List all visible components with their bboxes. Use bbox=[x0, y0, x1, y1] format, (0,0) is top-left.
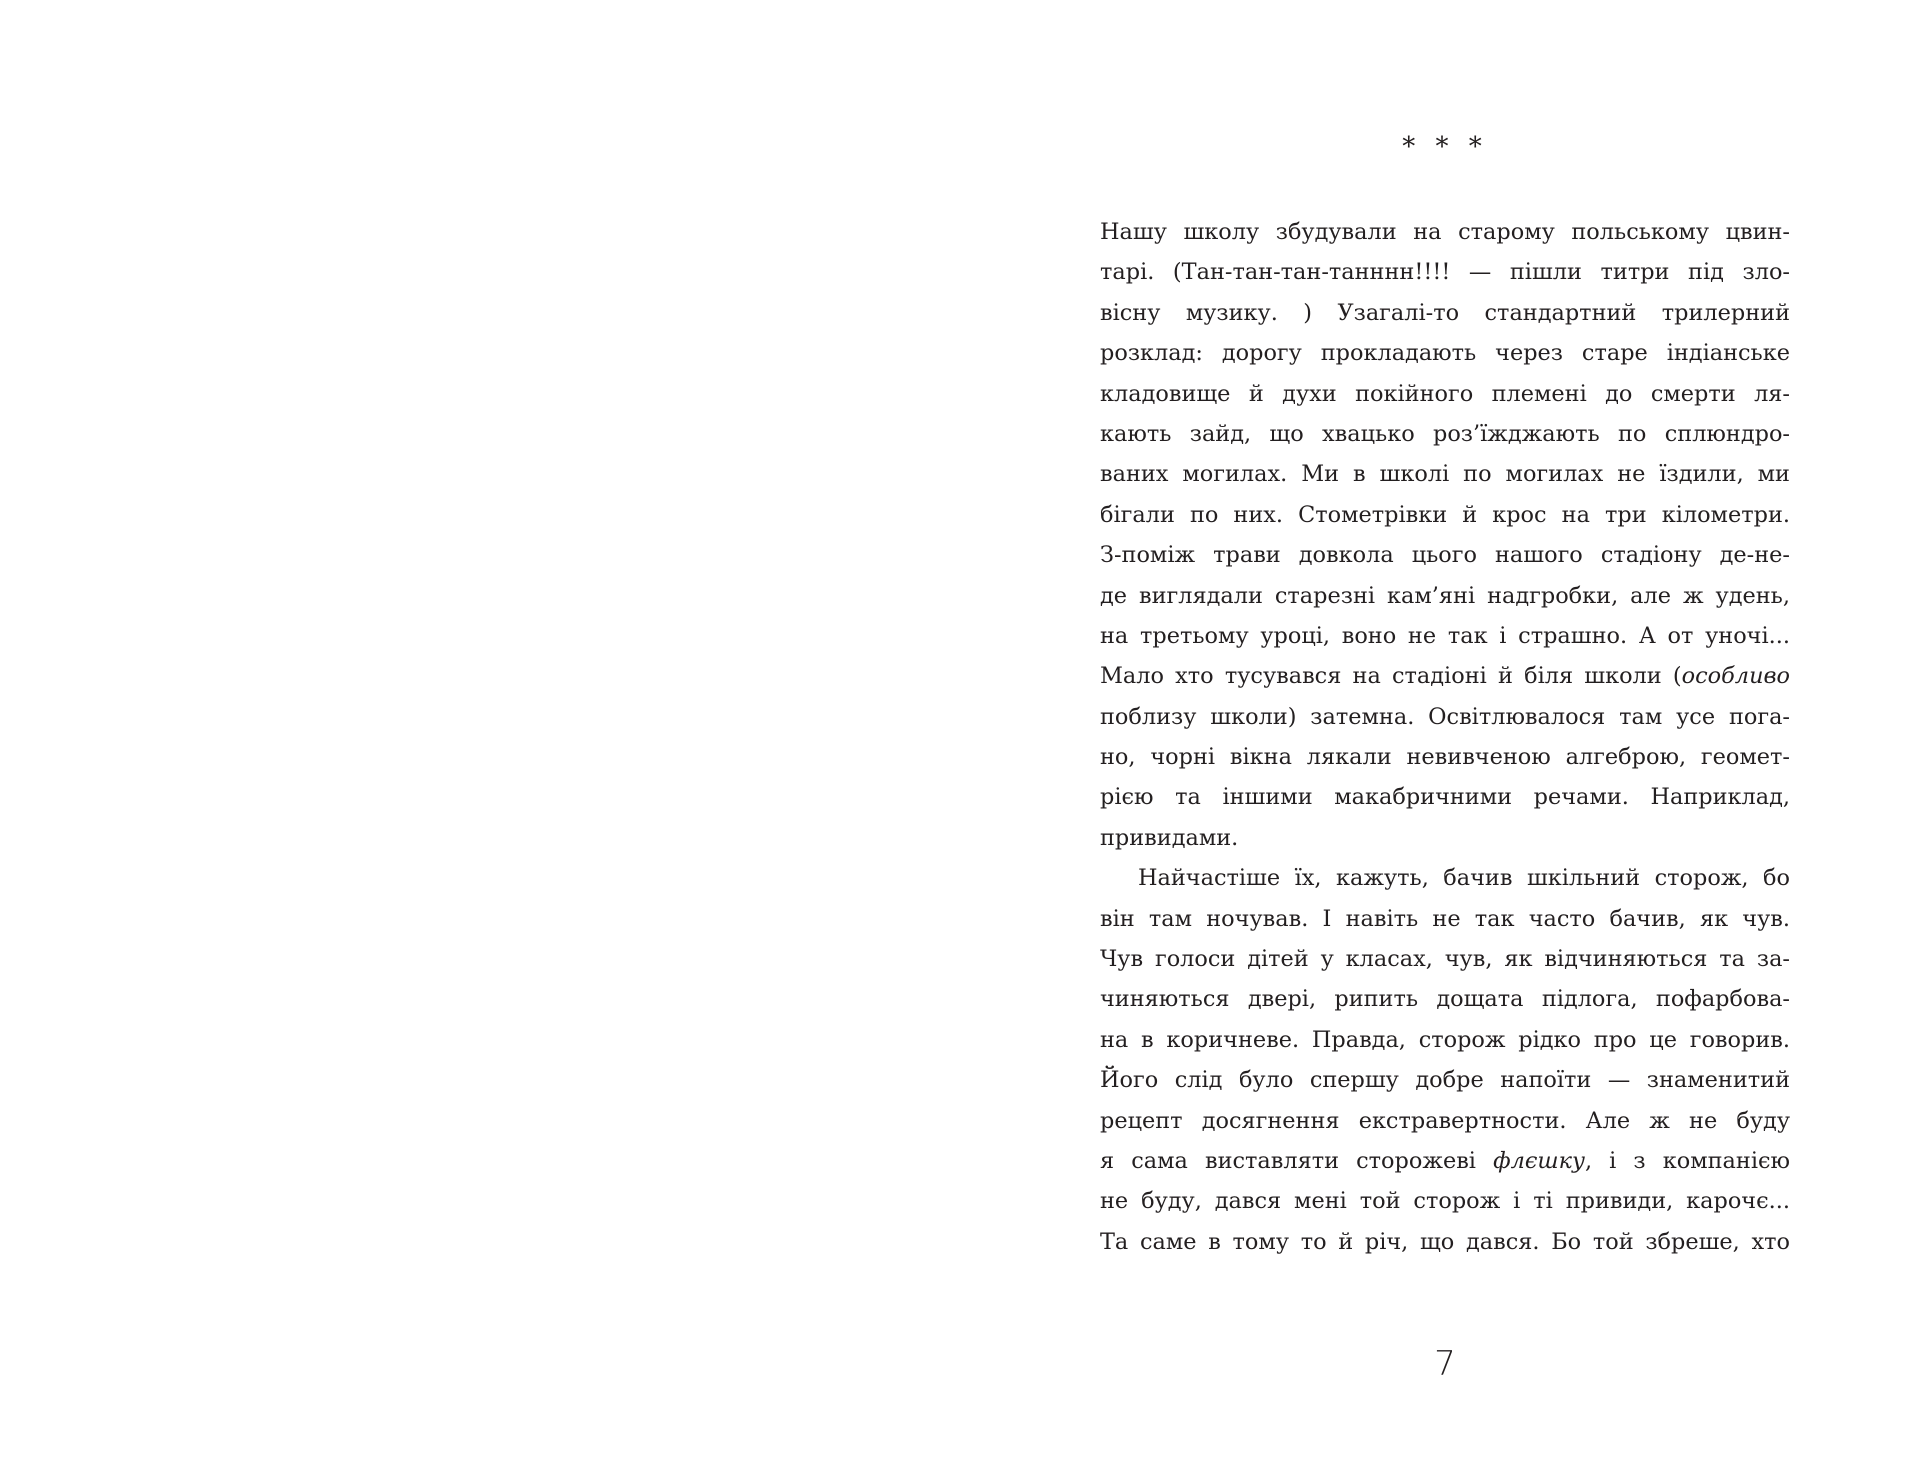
text-line: рією та іншими макабричними речами. Наприклад, bbox=[1100, 784, 1790, 811]
text-line: чиняються двері, рипить дощата підлога, пофарбова- bbox=[1100, 986, 1790, 1013]
paragraph-last-line: привидами. bbox=[1100, 824, 1239, 851]
text-segment: , і з компанією bbox=[1584, 1147, 1791, 1174]
body-text bbox=[1100, 212, 1790, 1262]
italic-word: особливо bbox=[1681, 663, 1790, 690]
text-line: кають зайд, що хвацько роз’їжджають по сплюндро- bbox=[1100, 420, 1790, 447]
paragraph-first-line: Найчастіше їх, кажуть, бачив шкільний сторож, бо bbox=[1138, 865, 1790, 892]
text-line: рецепт досягнення екстравертности. Але ж не буду bbox=[1100, 1107, 1790, 1134]
text-line bbox=[1100, 656, 1790, 696]
text-line: кладовище й духи покійного племені до смерти ля- bbox=[1100, 380, 1790, 407]
page-number: 7 bbox=[1434, 1344, 1456, 1384]
text-segment: Мало хто тусувався на стадіоні й біля школи ( bbox=[1100, 663, 1682, 690]
section-break-ornament: * * * bbox=[1402, 132, 1488, 162]
text-line: но, чорні вікна лякали невивченою алгеброю, геомет- bbox=[1100, 744, 1790, 771]
text-line: він там ночував. І навіть не так часто бачив, як чув. bbox=[1100, 905, 1790, 932]
text-line: ваних могилах. Ми в школі по могилах не їздили, ми bbox=[1100, 461, 1790, 488]
text-line: не буду, дався мені той сторож і ті привиди, карочє... bbox=[1100, 1188, 1790, 1215]
text-line: вісну музику. ) Узагалі-то стандартний трилерний bbox=[1100, 299, 1790, 326]
text-line: Чув голоси дітей у класах, чув, як відчиняються та за- bbox=[1100, 946, 1790, 973]
text-line: Та саме в тому то й річ, що дався. Бо той збреше, хто bbox=[1100, 1228, 1790, 1255]
italic-word: флєшку bbox=[1493, 1147, 1585, 1174]
text-line: поблизу школи) затемна. Освітлювалося там усе пога- bbox=[1100, 703, 1790, 730]
text-line: на третьому уроці, воно не так і страшно. А от уночі... bbox=[1100, 622, 1790, 649]
text-line: де виглядали старезні кам’яні надгробки, але ж удень, bbox=[1100, 582, 1790, 609]
text-line: на в коричневе. Правда, сторож рідко про це говорив. bbox=[1100, 1026, 1790, 1053]
text-line: бігали по них. Стометрівки й крос на три кілометри. bbox=[1100, 501, 1790, 528]
text-line: З-поміж трави довкола цього нашого стадіону де-не- bbox=[1100, 542, 1790, 569]
text-segment: я сама виставляти сторожеві bbox=[1100, 1147, 1494, 1174]
text-line: розклад: дорогу прокладають через старе індіанське bbox=[1100, 340, 1790, 367]
text-line: тарі. (Тан-тан-тан-танннн!!!! — пішли титри під зло- bbox=[1100, 259, 1790, 286]
text-line bbox=[1100, 1141, 1790, 1181]
text-line: Його слід було спершу добре напоїти — знаменитий bbox=[1100, 1067, 1790, 1094]
text-line: Нашу школу збудували на старому польському цвин- bbox=[1100, 219, 1790, 245]
